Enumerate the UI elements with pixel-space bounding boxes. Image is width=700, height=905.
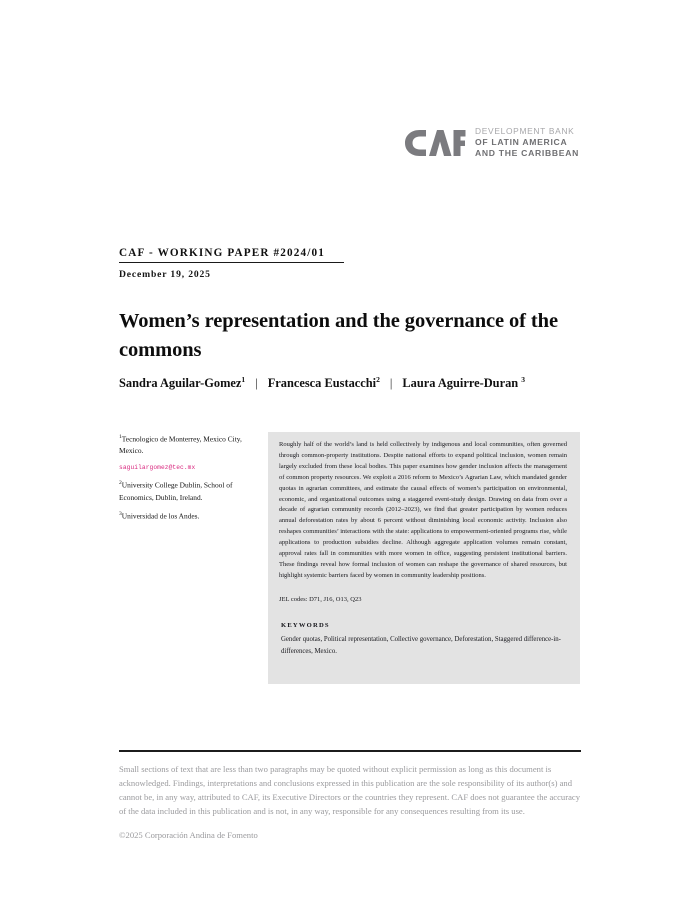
affiliation-list [119,433,259,528]
author-affiliation-marker: 2 [376,374,380,384]
abstract-body: Roughly half of the world’s land is held collectively by indigenous and local communities, often governed through common-property institutions. Despite national efforts to expand political inclusion, women remain largely excluded from these local bodies. This paper examines how gender inclusion affects the management of common property resources. We exploit a 2016 reform to Mexico’s Agrarian Law, which mandated gender quotas in agrarian committees, and estimate the causal effects of women’s participation on environmental, economic, and organizational outcomes using a staggered event-study design. Drawing on data from over a decade of agrarian community records (2012–2023), we find that greater participation by women reduces annual deforestation rates by about 6 percent without diminishing local economic activity. Inclusion also reshapes communities’ interactions with the state: applications to empowerment-oriented programs rise, while applications to production subsidies decline. Although aggregate application volumes remain constant, approval rates fall in communities with more women in office, suggesting persistent institutional barriers. These findings reveal how formal inclusion of women can reshape the governance of shared resources, but highlight systemic barriers faced by women in community leadership positions. [279,441,567,579]
affiliation-text: Tecnologico de Monterrey, Mexico City, Mexico. [119,434,242,456]
caf-logo [404,126,579,160]
affiliation-marker: 1 [119,434,122,440]
keywords-heading: KEYWORDS [281,621,330,629]
working-paper-series-title: CAF - WORKING PAPER #2024/01 [119,247,344,263]
affiliation-item [119,479,259,503]
abstract-panel [268,432,580,684]
affiliation-item [119,433,259,457]
author-affiliation-marker: 1 [241,374,246,384]
affiliation-item [119,510,259,522]
contact-email-link[interactable]: saguilargomez@tec.mx [119,464,196,472]
author-name: Laura Aguirre-Duran [402,376,519,390]
page-title: Women’s representation and the governance of the commons [119,309,558,361]
jel-codes: JEL codes: D71, J16, O13, Q23 [279,595,362,603]
caf-logo-wordmark [475,126,579,160]
caf-logo-line1: DEVELOPMENT BANK [475,126,575,136]
author-list [119,372,589,395]
affiliation-marker: 3 [119,510,122,517]
footer-disclaimer: Small sections of text that are less than two paragraphs may be quoted without explicit permission as long as this document is acknowledged. Findings, interpretations and conclusions expressed in this publication are the sole responsibility of its author(s) and cannot be, in any way, attributed to CAF, its Executive Directors or the countries they represent. CAF does not guarantee the accuracy of the data included in this publication and is not, in any way, responsible for any consequences resulting from its use. [119,764,580,816]
keywords-text: Gender quotas, Political representation, Collective governance, Deforestation, Staggered difference-in-differences, Mexico. [281,635,561,655]
publication-date: December 19, 2025 [119,269,211,280]
author-name: Francesca Eustacchi [267,376,377,390]
working-paper-header [119,247,344,280]
author-separator: | [255,376,258,390]
footer-copyright: ©2025 Corporación Andina de Fomento [119,830,258,840]
affiliation-text: Universidad de los Andes. [121,511,200,521]
author-name: Sandra Aguilar-Gomez [119,376,242,390]
caf-logo-mark [404,128,466,158]
affiliation-marker: 2 [119,480,122,487]
affiliation-text: University College Dublin, School of Economics, Dublin, Ireland. [119,480,233,502]
author-affiliation-marker: 3 [521,374,526,384]
footer-divider [119,750,581,752]
caf-logo-line2: OF LATIN AMERICA [475,137,568,148]
author-separator: | [389,376,393,390]
caf-logo-line3: AND THE CARIBBEAN [475,148,580,159]
